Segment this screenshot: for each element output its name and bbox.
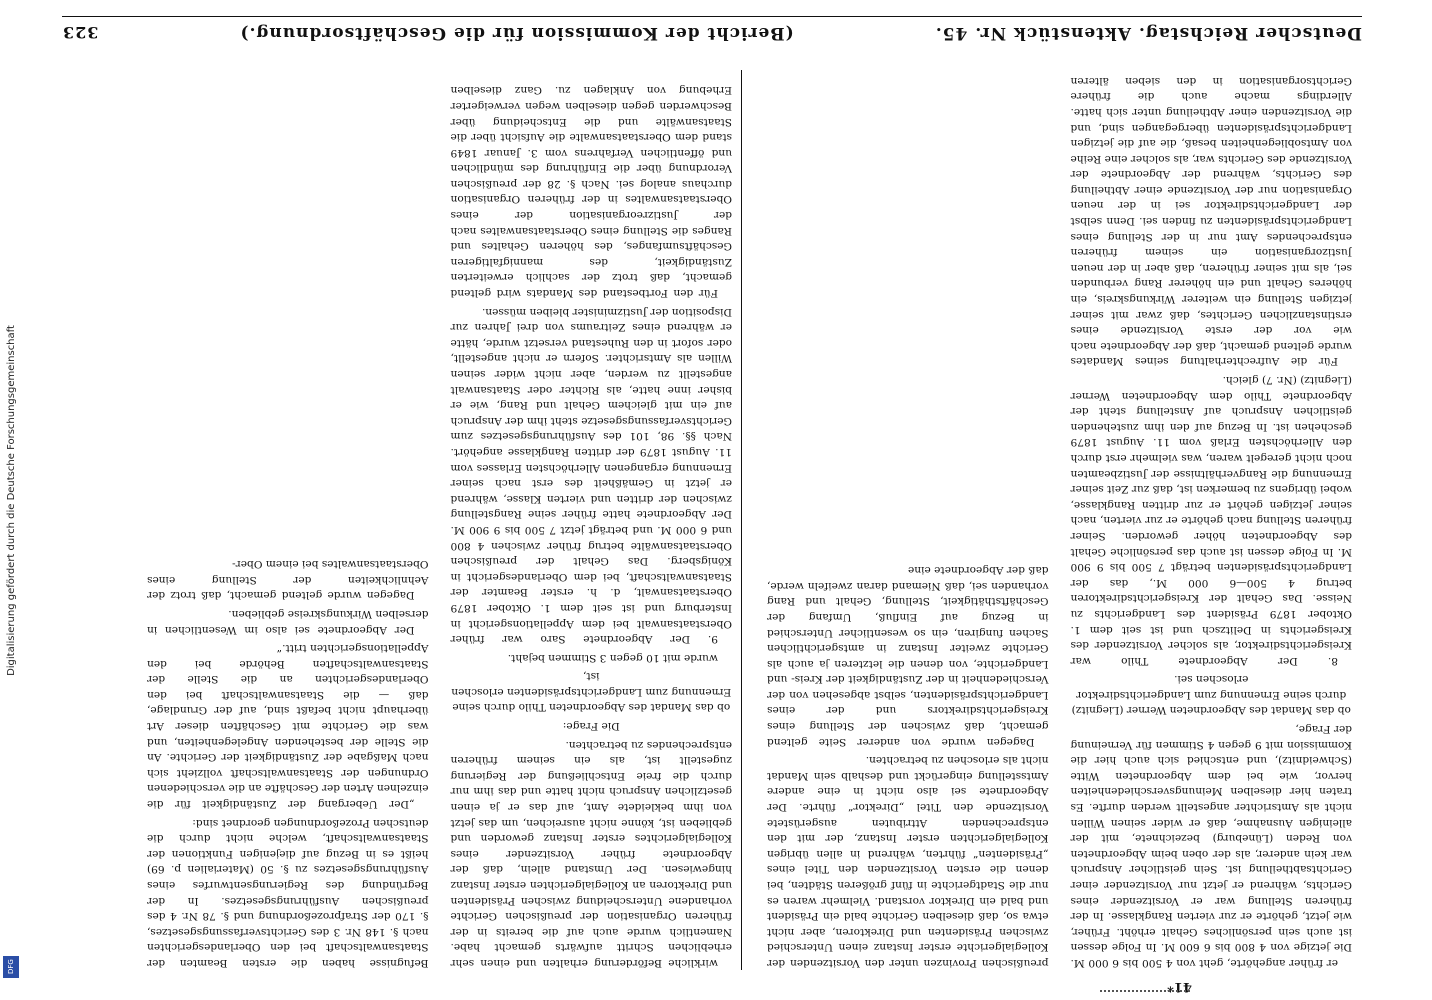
paragraph: 8. Der Abgeordnete Thilo war Kreisgerichtsdirektor, als solcher Vorsitzender des Kreisgerichts in Delitzsch und ist seit dem 1. Oktober 1879 Präsident des Landgerichts zu Neisse. Das Gehalt der Kreisgerichtsdirektoren betrug 4 500—6 000 M., das der Landgerichtspräsidenten beträgt 7 500 bis 9 900 M. In Folge dessen ist auch das persönliche Gehalt des Abgeordneten höher geworden. Seiner früheren Stellung nach gehörte er zur vierten, nach seiner jetzigen gehört er zur dritten Rangklasse, wobei übrigens zu bemerken ist, daß zur Zeit seiner Ernennung die Rangverhältnisse der Justizbeamten noch nicht geregelt waren, was vielmehr erst durch den Allerhöchsten Erlaß vom 11. August 1879 geschehen ist. In Bezug auf den ihm zustehenden geistlichen Anspruch auf Anstellung steht der Abgeordnete Thilo dem Abgeordneten Werner (Liegnitz) (Nr. 7) gleich. — [1070, 374, 1352, 667]
paragraph: Der Abgeordnete sei also im Wesentlichen in derselben Wirkungskreise geblieben. — [147, 607, 429, 636]
paragraph: Für die Aufrechterhaltung seines Mandates wurde geltend gemacht, daß der Abgeordnete nach wie vor der erste Vorsitzende eines erstinstanzlichen Gerichtes, daß zwar mit seiner jetzigen Stellung ein weiterer Wirkungskreis, ein höheres Gehalt und ein höherer Rang verbunden sei, als mit seiner früheren, daß aber in der neuen Justizorganisation ein seinem früheren entsprechendes Amt nur in der Stellung eines Landgerichtspräsidenten zu finden sei. Denn selbst der Landgerichtsdirektor sei in der neuen Organisation nur der Vorsitzende einer Abtheilung des Gerichts, während der Abgeordnete der Vorsitzende des Gerichts war, als solcher eine Reihe von Amtsobliegenheiten besaß, die auf die jetzigen Landgerichtspräsidenten übergegangen sind, und die Vorsitzenden einer Abtheilung unter sich hatte. Allerdings mache auch die frühere Gerichtsorganisation in den sieben älteren preußischen Provinzen unter den Vorsitzenden der Kollegialgerichte erster Instanz einen Unterschied zwischen Präsidenten und Direktoren, aber nicht etwa so, daß dieselben Gerichte bald ein Präsident und bald ein Direktor vorstand. Vielmehr waren es nur die Stadtgerichte in fünf größeren Städten, bei denen die ersten Vorsitzenden den Titel eines „Präsidenten“ führten, während in allen übrigen Kollegialgerichten erster Instanz, der mit den entsprechenden Attributen ausgerüstete Vorsitzende den Titel „Direktor“ führte. Der Abgeordnete sei also nicht in eine andere Amtsstellung eingerückt und deshalb sein Mandat nicht als erloschen zu betrachten. — [767, 74, 1352, 969]
paragraph: Für den Fortbestand des Mandats wird geltend gemacht, daß trotz der sachlich erweiterten Zuständigkeit, des mannigfaltigeren Geschäftsumfanges, des höheren Gehaltes und Ranges die Stellung eines Oberstaatsanwaltes nach der Justizreorganisation der eines Oberstaatsanwaltes in der früheren Organisation durchaus analog sei. Nach §. 28 der preußischen Verordnung über die Einführung des mündlichen und öffentlichen Verfahrens vom 3. Januar 1849 stand dem Oberstaatsanwalte die Aufsicht über die Staatsanwälte und die Entscheidung über Beschwerden gegen dieselben wegen verweigerter Erhebung von Anklagen zu. Ganz dieselben Befugnisse haben die ersten Beamten der Staatsanwaltschaft bei den Oberlandesgerichten nach §. 148 Nr. 3 des Gerichtsverfassungsgesetzes, §. 170 der Strafprozeßordnung und §. 78 Nr. 4 des preußischen Ausführungsgesetzes. In der Begründung des Regierungsentwurfes eines Ausführungsgesetzes zu §. 50 (Materialien p. 69) heißt es in Bezug auf diejenigen Funktionen der Staatsanwaltschaft, welche nicht durch die deutschen Prozeßordnungen geordnet sind: — [147, 84, 732, 969]
edge-mark — [1100, 990, 1190, 994]
right-text-column — [147, 70, 732, 970]
paragraph: Dagegen wurde geltend gemacht, daß trotz der Aehnlichkeiten der Stellung eines Oberstaatsanwaltes bei einem Ober- — [147, 558, 429, 602]
header-title: Deutscher Reichstag. Aktenstück Nr. 45. — [934, 23, 1362, 43]
digitization-note-text: Digitalisierung gefördert durch die Deutsche Forschungsgemeinschaft — [5, 324, 17, 676]
header-section: (Bericht der Kommission für die Geschäftsordnung.) — [239, 23, 794, 43]
paragraph: 9. Der Abgeordnete Saro war früher Oberstaatsanwalt bei dem Appellationsgericht in Insterburg und ist seit dem 1. Oktober 1879 Oberstaatsanwalt, d. h. erster Beamter der Staatsanwaltschaft, bei dem Oberlandesgericht in Königsberg. Das Gehalt der preußischen Oberstaatsanwälte betrug früher zwischen 4 800 und 6 000 M. und beträgt jetzt 7 500 bis 9 900 M. Der Abgeordnete hatte früher seine Rangstellung zwischen der dritten und vierten Klasse, während er jetzt in Gemäßheit des erst nach seiner Ernennung ergangenen Allerhöchsten Erlasses vom 11. August 1879 der dritten Rangklasse angehört. Nach §§. 98, 101 des Ausführungsgesetzes zum Gerichtsverfassungsgesetze steht ihm der Anspruch auf ein mit gleichem Gehalt und Rang, wie er bisher inne hatte, als Richter oder Staatsanwalt angestellt zu werden, aber nicht wider seinen Willen als Amtsrichter. Sofern er nicht angestellt, oder sofort in den Ruhestand versetzt wurde, hätte er während eines Zeitraums von drei Jahren zur Disposition der Justizminister bleiben müssen. — [450, 305, 732, 646]
page-header — [62, 16, 1362, 52]
paragraph: wurde mit 10 gegen 3 Stimmen bejaht. — [507, 651, 718, 664]
left-text-column — [767, 70, 1352, 970]
paragraph: wirkliche Beförderung erhalten und einen sehr erheblichen Schritt aufwärts gemacht habe. Namentlich wurde auch auf die bereits in der früheren Organisation der preußischen Gerichte vorhandene Unterscheidung zwischen Präsidenten und Direktoren an Kollegialgerichten erster Instanz hingewiesen. Der Umstand allein, daß der Abgeordnete früher Vorsitzender eines Kollegialgerichtes erster Instanz geworden und geblieben ist, könne nicht ausreichen, um das jetzt von ihm bekleidete Amt, auf das er ja einen gesetzlichen Anspruch nicht hatte und das ihm nur durch die freie Entschließung der Regierung zugestellt ist, als ein seinem früheren entsprechendes zu betrachten. — [450, 738, 732, 969]
signature-mark: 41* — [1167, 979, 1192, 994]
paragraph: Die Frage: — [562, 720, 620, 733]
paragraph: ob das Mandat des Abgeordneten Thilo durch seine Ernennung zum Landgerichtspräsidenten erloschen ist, — [451, 670, 732, 714]
paragraph: „Der Uebergang der Zuständigkeit für die einzelnen Arten der Geschäfte an die verschiedenen Ordnungen der Staatsanwaltschaft vollzieht sich nach Maßgabe der Zuständigkeit der Gerichte. An die Stelle der bestehenden Angelegenheiten, und was die Gerichte mit Geschäften dieser Art überhaupt nicht befaßt sind, auf der Grundlage, daß — die Staatsanwaltschaft bei den Oberlandesgerichten an die Stelle der Staatsanwaltschaften Behörde bei den Appellationsgerichten tritt.“ — [147, 642, 429, 811]
paragraph: Dagegen wurde von anderer Seite geltend gemacht, daß zwischen der Stellung eines Kreisgerichtsdirektors und der eines Landgerichtspräsidenten, selbst abgesehen von der Verschiedenheit in der Zuständigkeit der Kreis- und Landgerichte, von denen die letzteren ja auch als Gerichte zweiter Instanz in amtsgerichtlichen Sachen fungiren, ein so wesentlicher Unterschied in Bezug auf Einfluß, Umfang der Geschäftsthätigkeit, Stellung, Gehalt und Rang vorhanden sei, daß Niemand daran zweifeln werde, daß der Abgeordnete eine — [767, 564, 1049, 748]
page-number: 323 — [62, 23, 99, 42]
dfg-logo-text: DFG — [7, 959, 15, 975]
paragraph: er früher angehörte, geht von 4 500 bis 6 000 M. Die jetzige von 4 800 bis 6 600 M. In Folge dessen ist auch sein persönliches Gehalt erhöht. Früher, wie jetzt, gehörte er zur vierten Rangklasse. In der früheren Stellung war er Vorsitzender eines Gerichts, während er jetzt nur Vorsitzender einer Gerichtsabtheilung ist. Sein geistlicher Anspruch war kein anderer, als der oben beim Abgeordneten von Reden (Lüneburg) bezeichnete, mit der alleinigen Ausnahme, daß er wider seinen Willen nicht als Amtsrichter angestellt werden durfte. Es traten hier dieselben Meinungsverschiedenheiten hervor, wie bei dem Abgeordneten Witte (Schweidnitz), und entschied sich auch hier die Kommission mit 9 gegen 4 Stimmen für Verneinung der Frage, — [1070, 723, 1352, 969]
column-divider — [741, 70, 742, 970]
paragraph: ob das Mandat des Abgeordneten Werner (Liegnitz) durch seine Ernennung zum Landgerichtsdirektor erloschen sei. — [1071, 673, 1351, 717]
